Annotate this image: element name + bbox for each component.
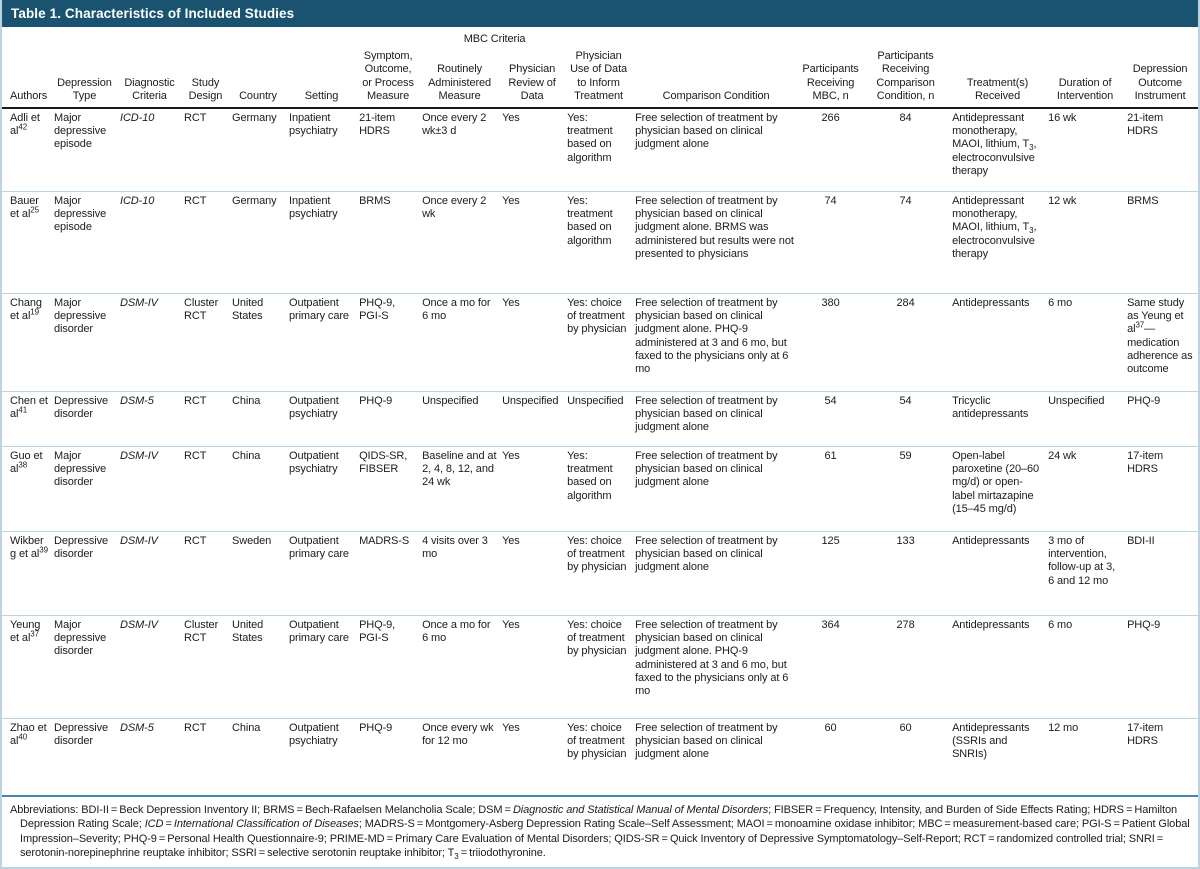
duration-of-intervention-cell: 3 mo of intervention, follow-up at 3, 6 and 12 mo [1048,531,1127,615]
routinely-administered-measure-cell: Once every wk for 12 mo [422,718,502,796]
study-design-cell: Cluster RCT [184,615,232,718]
duration-of-intervention-cell: Unspecified [1048,391,1127,446]
study-design-cell: RCT [184,191,232,293]
treatments-received-cell: Antidepressants [952,531,1048,615]
diagnostic-criteria-cell: DSM-5 [120,391,184,446]
physician-use-of-data-cell: Yes: choice of treatment by physician [567,718,635,796]
column-header-setting: Setting [289,47,359,108]
treatments-received-cell: Antidepressants [952,615,1048,718]
diagnostic-criteria-cell: DSM-IV [120,293,184,391]
treatments-received-cell: Antidepressants (SSRIs and SNRIs) [952,718,1048,796]
participants-receiving-comparison-cell: 278 [864,615,952,718]
routinely-administered-measure-cell: Unspecified [422,391,502,446]
column-header-depression-outcome-instrument: Depression Outcome Instrument [1127,47,1198,108]
column-header-participants-receiving-mbc: Participants Receiving MBC, n [802,47,864,108]
comparison-condition-cell: Free selection of treatment by physician based on clinical judgment alone. PHQ-9 administered at 3 and 6 mo, but faxed to the physicians only at 6 mo [635,293,802,391]
table-row [2,615,1198,718]
diagnostic-criteria-cell: DSM-5 [120,718,184,796]
table-row [2,108,1198,192]
participants-receiving-mbc-cell: 74 [802,191,864,293]
depression-outcome-instrument-cell: 17-item HDRS [1127,446,1198,531]
column-header-study-design: Study Design [184,47,232,108]
comparison-condition-cell: Free selection of treatment by physician based on clinical judgment alone [635,391,802,446]
participants-receiving-mbc-cell: 364 [802,615,864,718]
depression-type-cell: Major depressive disorder [54,615,120,718]
treatments-received-cell: Antidepressant monotherapy, MAOI, lithium, $T_3$, electroconvulsive therapy [952,111,1037,177]
comparison-condition-cell: Free selection of treatment by physician based on clinical judgment alone [635,446,802,531]
country-cell: China [232,391,289,446]
depression-outcome-instrument-cell: 21-item HDRS [1127,111,1164,138]
table-title: Table 1. Characteristics of Included Studies [11,6,295,21]
routinely-administered-measure-cell: Baseline and at 2, 4, 8, 12, and 24 wk [422,446,502,531]
symptom-outcome-process-measure-cell: 21-item HDRS [359,111,396,138]
column-header-routinely-administered-measure: Routinely Administered Measure [422,47,502,108]
depression-outcome-instrument-cell: Same study as Yeung et $al^{37}—medication$ adherence as outcome [1127,293,1198,391]
symptom-outcome-process-measure-cell: PHQ-9 [359,391,422,446]
column-header-authors: Authors [2,47,54,108]
column-header-treatments-received: Treatment(s) Received [952,47,1048,108]
country-cell: Sweden [232,531,289,615]
duration-of-intervention-cell: 12 mo [1048,718,1127,796]
study-design-cell: RCT [184,111,207,124]
participants-receiving-mbc-cell: 266 [821,111,840,124]
routinely-administered-measure-cell: Once a mo for 6 mo [422,615,502,718]
setting-cell: Outpatient psychiatry [289,391,359,446]
authors-cell: Wikberg et $al^{39}$ [2,531,54,615]
country-cell: Germany [232,111,277,124]
authors-cell: Yeung et $al^{37}$ [2,615,54,718]
participants-receiving-comparison-cell: 74 [864,191,952,293]
group-header-spacer-left [2,27,359,47]
participants-receiving-mbc-cell: 61 [802,446,864,531]
column-header-row [2,47,1198,108]
depression-outcome-instrument-cell: PHQ-9 [1127,391,1198,446]
study-design-cell: RCT [184,391,232,446]
authors-cell: Chang et $al^{19}$ [2,293,54,391]
depression-type-cell: Major depressive disorder [54,293,120,391]
country-cell: China [232,718,289,796]
diagnostic-criteria-cell: ICD-10 [120,111,155,124]
depression-type-cell: Depressive disorder [54,391,120,446]
physician-review-of-data-cell: Yes [502,191,567,293]
participants-receiving-mbc-cell: 54 [802,391,864,446]
physician-review-of-data-cell: Yes [502,718,567,796]
depression-type-cell: Major depressive episode [54,191,120,293]
participants-receiving-mbc-cell: 60 [802,718,864,796]
depression-type-cell: Major depressive disorder [54,446,120,531]
table-body [2,108,1198,796]
table-row [2,191,1198,293]
country-cell: Germany [232,191,289,293]
column-header-physician-review-of-data: Physician Review of Data [502,47,567,108]
setting-cell: Outpatient psychiatry [289,718,359,796]
depression-type-cell: Major depressive episode [54,111,107,151]
setting-cell: Outpatient primary care [289,615,359,718]
routinely-administered-measure-cell: Once every 2 wk [422,191,502,293]
column-header-diagnostic-criteria: Diagnostic Criteria [120,47,184,108]
duration-of-intervention-cell: 24 wk [1048,446,1127,531]
authors-cell: Guo et $al^{38}$ [2,446,54,531]
comparison-condition-cell: Free selection of treatment by physician based on clinical judgment alone [635,718,802,796]
symptom-outcome-process-measure-cell: PHQ-9, PGI-S [359,293,422,391]
study-design-cell: RCT [184,718,232,796]
comparison-condition-cell: Free selection of treatment by physician based on clinical judgment alone [635,531,802,615]
physician-use-of-data-cell: Yes: treatment based on algorithm [567,111,613,164]
diagnostic-criteria-cell: DSM-IV [120,446,184,531]
physician-use-of-data-cell: Yes: choice of treatment by physician [567,615,635,718]
study-design-cell: RCT [184,531,232,615]
table-row [2,531,1198,615]
participants-receiving-mbc-cell: 125 [802,531,864,615]
country-cell: China [232,446,289,531]
country-cell: United States [232,293,289,391]
authors-cell: Bauer et $al^{25}$ [2,191,54,293]
duration-of-intervention-cell: 12 wk [1048,191,1127,293]
routinely-administered-measure-cell: Once every 2 wk±3 d [422,111,487,138]
physician-use-of-data-cell: Yes: treatment based on algorithm [567,191,635,293]
setting-cell: Inpatient psychiatry [289,191,359,293]
group-header-row [2,27,1198,47]
symptom-outcome-process-measure-cell: PHQ-9 [359,718,422,796]
physician-review-of-data-cell: Yes [502,615,567,718]
column-header-depression-type: Depression Type [54,47,120,108]
depression-outcome-instrument-cell: BDI-II [1127,531,1198,615]
duration-of-intervention-cell: 16 wk [1048,111,1077,124]
table-title-bar [2,0,1198,27]
participants-receiving-comparison-cell: 284 [864,293,952,391]
setting-cell: Outpatient primary care [289,531,359,615]
symptom-outcome-process-measure-cell: BRMS [359,191,422,293]
column-header-comparison-condition: Comparison Condition [635,47,802,108]
treatments-received-cell: Antidepressants [952,293,1048,391]
authors-cell: Chen et $al^{41}$ [2,391,54,446]
included-studies-table [2,27,1198,797]
physician-review-of-data-cell: Unspecified [502,391,567,446]
authors-cell: Zhao et $al^{40}$ [2,718,54,796]
comparison-condition-cell: Free selection of treatment by physician based on clinical judgment alone. PHQ-9 administered at 3 and 6 mo, but faxed to the physicians only at 6 mo [635,615,802,718]
setting-cell: Outpatient psychiatry [289,446,359,531]
participants-receiving-comparison-cell: 84 [899,111,912,124]
diagnostic-criteria-cell: ICD-10 [120,191,184,293]
group-header-spacer-right [635,27,1198,47]
abbreviations-footnote: Abbreviations: BDI-II = Beck Depression Inventory II; BRMS = Bech-Rafaelsen Melancholia Scale; DSM = Diagnostic and Statistical Manual of Mental Disorders; FIBSER = Frequency, Intensity, and Burden of Side Effects Rating; HDRS = Hamilton Depression Rating Scale; ICD = International Classification of Diseases; MADRS-S = Montgomery-Asberg Depression Rating Scale–Self Assessment; MAOI = monoamine oxidase inhibitor; MBC = measurement-based care; PGI-S = Patient Global Impression–Severity; PHQ-9 = Personal Health Questionnaire-9; PRIME-MD = Primary Care Evaluation of Mental Disorders; QIDS-SR = Quick Inventory of Depressive Symptomatology–Self-Report; RCT = randomized controlled trial; SNRI = serotonin-norepinephrine reuptake inhibitor; SSRI = selective serotonin reuptake inhibitor; $T_3$ = triiodothyronine. [2,797,1198,869]
table-row [2,718,1198,796]
duration-of-intervention-cell: 6 mo [1048,615,1127,718]
column-header-participants-receiving-comparison: Participants Receiving Comparison Condition, n [864,47,952,108]
participants-receiving-comparison-cell: 133 [864,531,952,615]
physician-review-of-data-cell: Yes [502,293,567,391]
participants-receiving-mbc-cell: 380 [802,293,864,391]
setting-cell: Outpatient primary care [289,293,359,391]
study-design-cell: Cluster RCT [184,293,232,391]
physician-use-of-data-cell: Yes: choice of treatment by physician [567,293,635,391]
symptom-outcome-process-measure-cell: PHQ-9, PGI-S [359,615,422,718]
diagnostic-criteria-cell: DSM-IV [120,531,184,615]
routinely-administered-measure-cell: 4 visits over 3 mo [422,531,502,615]
authors-cell: Adli et $al^{42}$ [10,111,40,138]
column-header-symptom-outcome-process-measure: Symptom, Outcome, or Process Measure [359,47,422,108]
duration-of-intervention-cell: 6 mo [1048,293,1127,391]
table-row [2,391,1198,446]
comparison-condition-cell: Free selection of treatment by physician based on clinical judgment alone [635,111,778,151]
symptom-outcome-process-measure-cell: MADRS-S [359,531,422,615]
treatments-received-cell: Antidepressant monotherapy, MAOI, lithium, $T_3$, electroconvulsive therapy [952,191,1048,293]
column-header-country: Country [232,47,289,108]
physician-use-of-data-cell: Unspecified [567,391,635,446]
physician-review-of-data-cell: Yes [502,111,520,124]
symptom-outcome-process-measure-cell: QIDS-SR, FIBSER [359,446,422,531]
treatments-received-cell: Tricyclic antidepressants [952,391,1048,446]
column-header-duration-of-intervention: Duration of Intervention [1048,47,1127,108]
depression-outcome-instrument-cell: PHQ-9 [1127,615,1198,718]
physician-review-of-data-cell: Yes [502,446,567,531]
depression-type-cell: Depressive disorder [54,718,120,796]
treatments-received-cell: Open-label paroxetine (20–60 mg/d) or open-label mirtazapine (15–45 mg/d) [952,446,1048,531]
physician-review-of-data-cell: Yes [502,531,567,615]
country-cell: United States [232,615,289,718]
diagnostic-criteria-cell: DSM-IV [120,615,184,718]
depression-type-cell: Depressive disorder [54,531,120,615]
study-design-cell: RCT [184,446,232,531]
participants-receiving-comparison-cell: 54 [864,391,952,446]
table-header [2,27,1198,108]
depression-outcome-instrument-cell: 17-item HDRS [1127,718,1198,796]
physician-use-of-data-cell: Yes: choice of treatment by physician [567,531,635,615]
setting-cell: Inpatient psychiatry [289,111,338,138]
routinely-administered-measure-cell: Once a mo for 6 mo [422,293,502,391]
table-row [2,293,1198,391]
table-row [2,446,1198,531]
participants-receiving-comparison-cell: 59 [864,446,952,531]
comparison-condition-cell: Free selection of treatment by physician based on clinical judgment alone. BRMS was administered but results were not presented to physicians [635,191,802,293]
physician-use-of-data-cell: Yes: treatment based on algorithm [567,446,635,531]
column-header-physician-use-of-data: Physician Use of Data to Inform Treatment [567,47,635,108]
depression-outcome-instrument-cell: BRMS [1127,191,1198,293]
mbc-criteria-group-header: MBC Criteria [463,33,526,45]
participants-receiving-comparison-cell: 60 [864,718,952,796]
